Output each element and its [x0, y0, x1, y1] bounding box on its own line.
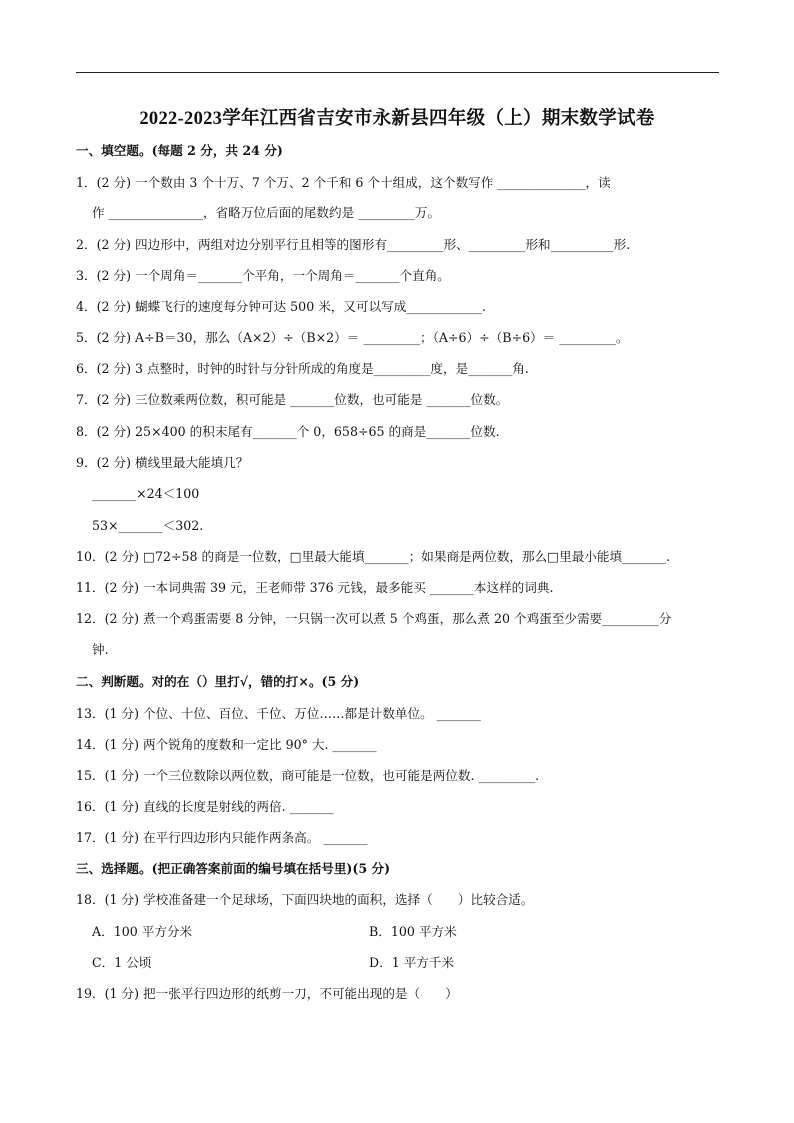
question-3: 3．(2 分) 一个周角＝_______个平角，一个周角＝_______个直角。: [76, 268, 450, 283]
question-10: 10．(2 分) □72÷58 的商是一位数，□里最大能填_______；如果商是两位数，那么□里最小能填_______.: [76, 549, 671, 564]
header-rule: [76, 72, 719, 73]
question-9-item-b: 53×_______＜302.: [92, 518, 204, 533]
question-18-option-d: D．1 平方千米: [369, 955, 455, 970]
question-18: 18．(1 分) 学校准备建一个足球场，下面四块地的面积，选择（ ）比较合适。: [76, 892, 534, 907]
question-16: 16．(1 分) 直线的长度是射线的两倍. _______: [76, 799, 334, 814]
question-9-item-a: _______×24＜100: [92, 486, 200, 501]
question-15: 15．(1 分) 一个三位数除以两位数，商可能是一位数，也可能是两位数. _________.: [76, 768, 540, 783]
question-4: 4．(2 分) 蝴蝶飞行的速度每分钟可达 500 米，又可以写成____________.: [76, 299, 486, 314]
question-8: 8．(2 分) 25×400 的积末尾有_______个 0，658÷65 的商是_______位数.: [76, 424, 500, 439]
question-12: 12．(2 分) 煮一个鸡蛋需要 8 分钟，一只锅一次可以煮 5 个鸡蛋，那么煮 20 个鸡蛋至少需要_________分: [76, 611, 672, 626]
question-19: 19．(1 分) 把一张平行四边形的纸剪一刀，不可能出现的是（ ）: [76, 986, 458, 1001]
question-18-option-c: C．1 公顷: [92, 955, 152, 970]
question-12-continued: 钟.: [92, 642, 109, 657]
question-18-option-a: A．100 平方分米: [92, 924, 193, 939]
section-choice-heading: 三、选择题。(把正确答案前面的编号填在括号里)(5 分): [76, 861, 391, 876]
question-11: 11．(2 分) 一本词典需 39 元，王老师带 376 元钱，最多能买 _______本这样的词典.: [76, 580, 554, 595]
question-18-option-b: B．100 平方米: [369, 924, 457, 939]
question-14: 14．(1 分) 两个锐角的度数和一定比 90° 大. _______: [76, 737, 377, 752]
document-title: 2022-2023学年江西省吉安市永新县四年级（上）期末数学试卷: [139, 109, 655, 129]
section-true-false-heading: 二、判断题。对的在（）里打√，错的打×。(5 分): [76, 674, 360, 689]
question-17: 17．(1 分) 在平行四边形内只能作两条高。 _______: [76, 830, 368, 845]
question-5: 5．(2 分) A÷B＝30，那么（A×2）÷（B×2）＝ _________；（A÷6）÷（B÷6）＝ _________。: [76, 330, 629, 345]
question-7: 7．(2 分) 三位数乘两位数，积可能是 _______位数，也可能是 _______位数。: [76, 392, 509, 407]
question-2: 2．(2 分) 四边形中，两组对边分别平行且相等的图形有_________形、_________形和__________形.: [76, 237, 631, 252]
question-9: 9．(2 分) 横线里最大能填几？: [76, 455, 249, 470]
section-fill-in-heading: 一、填空题。(每题 2 分，共 24 分): [76, 143, 283, 158]
question-13: 13．(1 分) 个位、十位、百位、千位、万位……都是计数单位。 _______: [76, 706, 481, 721]
question-1-continued: 作 _______________，省略万位后面的尾数约是 _________万。: [92, 205, 441, 220]
question-6: 6．(2 分) 3 点整时，时钟的时针与分针所成的角度是_________度，是_______角.: [76, 361, 529, 376]
question-1: 1．(2 分) 一个数由 3 个十万、7 个万、2 个千和 6 个十组成，这个数写作 ______________，读: [76, 175, 611, 190]
